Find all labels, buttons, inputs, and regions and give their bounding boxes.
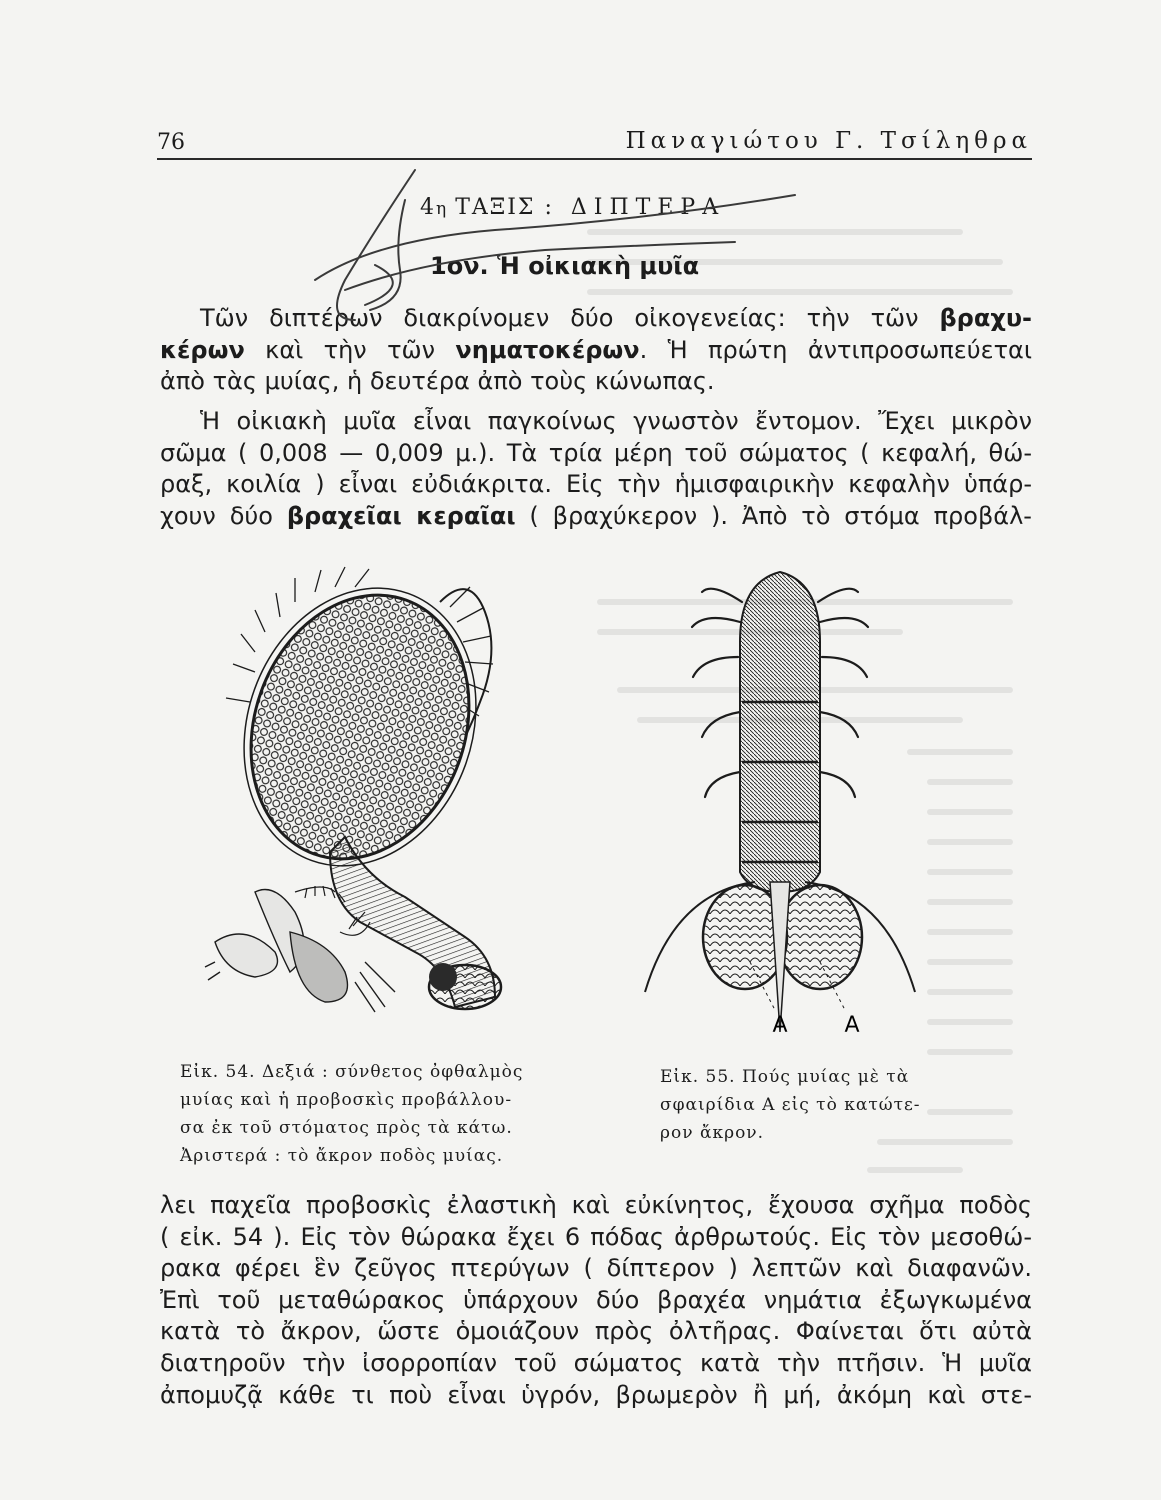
pulvillus-marker-right: Α bbox=[844, 1013, 860, 1038]
paragraph-line: σῶμα ( 0,008 — 0,009 μ.). Τὰ τρία μέρη τοῦ σώματος ( κεφαλή, θώ- bbox=[160, 438, 1032, 467]
paragraph-line: ( εἰκ. 54 ). Εἰς τὸν θώρακα ἔχει 6 πόδας ἀρθρωτούς. Εἰς τὸν μεσοθώ- bbox=[160, 1222, 1032, 1251]
text-run: καὶ τὴν τῶν bbox=[265, 335, 436, 364]
figure-label: Εἰκ. 54. bbox=[180, 1062, 256, 1082]
text-run: Τῶν διπτέρων διακρίνομεν δύο οἰκογενείας: τὴν τῶν bbox=[200, 304, 919, 332]
keyword-brachycera-end: κέρων bbox=[160, 335, 245, 364]
figure-54-illustration bbox=[195, 562, 535, 1022]
keyword-nematocera: νηματοκέρων bbox=[455, 335, 640, 364]
paragraph-line bbox=[160, 303, 1032, 335]
paragraph-line: διατηροῦν τὴν ἰσορροπίαν τοῦ σώματος κατὰ τὴν πτῆσιν. Ἡ μυῖα bbox=[160, 1348, 1032, 1377]
keyword-short-antennae: βραχεῖαι κεραῖαι bbox=[286, 501, 516, 530]
paragraph-line bbox=[160, 335, 1032, 367]
paragraph-line: ραξ, κοιλία ) εἶναι εὐδιάκριτα. Εἰς τὴν ἡμισφαιρικὴν κεφαλὴν ὑπάρ- bbox=[160, 470, 1032, 499]
caption-line: σφαιρίδια Α εἰς τὸ κατώτε- bbox=[660, 1095, 921, 1115]
figure-55-caption bbox=[660, 1063, 980, 1147]
caption-line: Ἀριστερά : τὸ ἄκρον ποδὸς μυίας. bbox=[180, 1146, 504, 1166]
order-ordinal-suffix: η bbox=[436, 199, 447, 219]
paragraph-line: ἀπὸ τὰς μυίας, ἡ δευτέρα ἀπὸ τοὺς κώνωπας. bbox=[160, 367, 715, 396]
paragraph-line: λει παχεῖα προβοσκὶς ἐλαστικὴ καὶ εὐκίνητος, ἔχουσα σχῆμα ποδὸς bbox=[160, 1191, 1032, 1219]
paragraph-2 bbox=[160, 406, 1032, 532]
pulvillus-marker-left: Α bbox=[772, 1013, 788, 1038]
text-run: ( βραχύκερον ). Ἀπὸ τὸ στόμα προβάλ- bbox=[529, 501, 1032, 530]
paragraph-1 bbox=[160, 303, 1032, 398]
paragraph-line: κατὰ τὸ ἄκρον, ὥστε ὁμοιάζουν πρὸς ὀλτῆρας. Φαίνεται ὅτι αὐτὰ bbox=[160, 1317, 1032, 1346]
text-run: . Ἡ πρώτη ἀντιπροσωπεύεται bbox=[639, 335, 1032, 364]
keyword-brachycera: βραχυ- bbox=[939, 304, 1032, 332]
running-head: Παναγιώτου Γ. Τσίληθρα bbox=[625, 128, 1032, 154]
caption-line: μυίας καὶ ἡ προβοσκὶς προβάλλου- bbox=[180, 1090, 513, 1110]
order-title bbox=[420, 195, 725, 220]
order-number: 4 bbox=[420, 195, 436, 220]
page-number: 76 bbox=[157, 130, 185, 155]
caption-text: Πούς μυίας μὲ τὰ bbox=[741, 1067, 910, 1087]
section-title: 1ον. Ἡ οἰκιακὴ μυῖα bbox=[430, 252, 700, 280]
caption-line: σα ἐκ τοῦ στόματος πρὸς τὰ κάτω. bbox=[180, 1118, 513, 1138]
paragraph-3 bbox=[160, 1190, 1032, 1411]
order-name: ΔΙΠΤΕΡΑ bbox=[570, 195, 726, 220]
figure-55-illustration bbox=[630, 562, 930, 1042]
paragraph-line: ρακα φέρει ἓν ζεῦγος πτερύγων ( δίπτερον ) λεπτῶν καὶ διαφανῶν. bbox=[160, 1254, 1032, 1283]
paragraph-line: ἀπομυζᾷ κάθε τι ποὺ εἶναι ὑγρόν, βρωμερὸν ἢ μή, ἀκόμη καὶ στε- bbox=[160, 1380, 1032, 1409]
paragraph-line: Ἐπὶ τοῦ μεταθώρακος ὑπάρχουν δύο βραχέα νημάτια ἐξωγκωμένα bbox=[160, 1285, 1032, 1314]
figure-54-caption bbox=[180, 1058, 570, 1170]
figure-label: Εἰκ. 55. bbox=[660, 1067, 736, 1087]
caption-line bbox=[660, 1063, 980, 1091]
text-run: χουν δύο bbox=[160, 501, 273, 530]
caption-line: ρον ἄκρον. bbox=[660, 1123, 765, 1143]
paragraph-line: Ἡ οἰκιακὴ μυῖα εἶναι παγκοίνως γνωστὸν ἔντομον. Ἔχει μικρὸν bbox=[200, 407, 1032, 435]
page-header bbox=[157, 126, 1032, 162]
header-rule bbox=[157, 158, 1032, 160]
paragraph-line bbox=[160, 501, 1032, 533]
caption-text: Δεξιά : σύνθετος ὀφθαλμὸς bbox=[261, 1062, 524, 1082]
caption-line bbox=[180, 1058, 570, 1086]
order-label: ΤΑΞΙΣ : bbox=[455, 195, 554, 220]
